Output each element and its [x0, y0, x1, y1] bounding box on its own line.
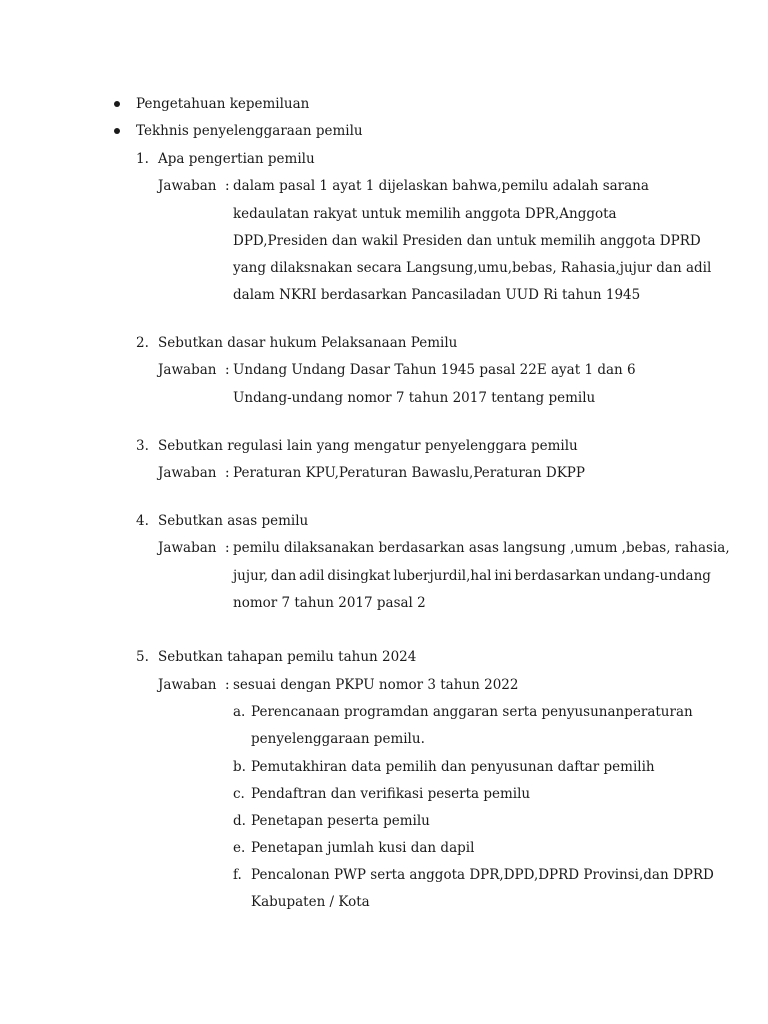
bullet-dot [114, 101, 120, 107]
justified-word: undang-undang [603, 568, 711, 584]
q2-answer-line-2: Undang-undang nomor 7 tahun 2017 tentang pemilu [233, 390, 596, 406]
q5-question: Sebutkan tahapan pemilu tahun 2024 [158, 649, 417, 665]
q5-sub-letter-e: e. [233, 840, 246, 856]
bullet-dot [114, 128, 120, 134]
q2-question: Sebutkan dasar hukum Pelaksanaan Pemilu [158, 335, 458, 351]
q5-sub-letter-b: b. [233, 759, 246, 775]
q5-sub-letter-c: c. [233, 786, 245, 802]
q5-sub-b-line-1: Pemutakhiran data pemilih dan penyusunan daftar pemilih [251, 759, 655, 775]
q5-number: 5. [136, 649, 149, 665]
justified-word: jujur, [233, 568, 269, 584]
q1-question: Apa pengertian pemilu [158, 151, 315, 167]
q1-answer-line-1: dalam pasal 1 ayat 1 dijelaskan bahwa,pemilu adalah sarana [233, 178, 649, 194]
q2-answer-label: Jawaban [158, 362, 217, 378]
bullet-item-2: Tekhnis penyelenggaraan pemilu [136, 123, 363, 139]
q3-answer-colon: : [225, 465, 230, 481]
q4-answer-line-3: nomor 7 tahun 2017 pasal 2 [233, 595, 426, 611]
justified-word: dan [270, 568, 297, 584]
justified-word: disingkat [327, 568, 391, 584]
q2-answer-line-1: Undang Undang Dasar Tahun 1945 pasal 22E ayat 1 dan 6 [233, 362, 636, 378]
q1-answer-line-2: kedaulatan rakyat untuk memilih anggota DPR,Anggota [233, 206, 617, 222]
q2-answer-colon: : [225, 362, 230, 378]
q5-sub-letter-f: f. [233, 867, 242, 883]
q4-number: 4. [136, 513, 149, 529]
justified-word: luberjurdil,hal [393, 568, 492, 584]
q4-question: Sebutkan asas pemilu [158, 513, 309, 529]
q4-answer-label: Jawaban [158, 540, 217, 556]
q5-sub-c-line-1: Pendaftran dan verifikasi peserta pemilu [251, 786, 531, 802]
q1-answer-line-5: dalam NKRI berdasarkan Pancasiladan UUD Ri tahun 1945 [233, 287, 641, 303]
q4-answer-line-1: pemilu dilaksanakan berdasarkan asas langsung ,umum ,bebas, rahasia, [233, 540, 730, 556]
q5-sub-e-line-1: Penetapan jumlah kusi dan dapil [251, 840, 475, 856]
q5-answer-line-1: sesuai dengan PKPU nomor 3 tahun 2022 [233, 677, 519, 693]
q1-answer-label: Jawaban [158, 178, 217, 194]
q5-answer-colon: : [225, 677, 230, 693]
q1-answer-line-4: yang dilaksnakan secara Langsung,umu,bebas, Rahasia,jujur dan adil [233, 260, 712, 276]
q5-sub-d-line-1: Penetapan peserta pemilu [251, 813, 430, 829]
q5-sub-letter-a: a. [233, 704, 246, 720]
q5-sub-letter-d: d. [233, 813, 246, 829]
q5-sub-f-line-1: Pencalonan PWP serta anggota DPR,DPD,DPRD Provinsi,dan DPRD [251, 867, 714, 883]
q4-answer-line-2 [233, 567, 711, 585]
q5-sub-a-line-1: Perencanaan programdan anggaran serta penyusunanperaturan [251, 704, 693, 720]
bullet-item-1: Pengetahuan kepemiluan [136, 96, 310, 112]
q1-answer-line-3: DPD,Presiden dan wakil Presiden dan untuk memilih anggota DPRD [233, 233, 701, 249]
q3-question: Sebutkan regulasi lain yang mengatur penyelenggara pemilu [158, 438, 578, 454]
q5-sub-f-line-2: Kabupaten / Kota [251, 894, 370, 910]
q3-answer-line-1: Peraturan KPU,Peraturan Bawaslu,Peraturan DKPP [233, 465, 585, 481]
q2-number: 2. [136, 335, 149, 351]
justified-word: ini [494, 568, 512, 584]
q3-number: 3. [136, 438, 149, 454]
justified-word: adil [299, 568, 325, 584]
q4-answer-colon: : [225, 540, 230, 556]
justified-word: berdasarkan [514, 568, 601, 584]
q3-answer-label: Jawaban [158, 465, 217, 481]
q5-sub-a-line-2: penyelenggaraan pemilu. [251, 731, 425, 747]
q1-answer-colon: : [225, 178, 230, 194]
q1-number: 1. [136, 151, 149, 167]
q5-answer-label: Jawaban [158, 677, 217, 693]
